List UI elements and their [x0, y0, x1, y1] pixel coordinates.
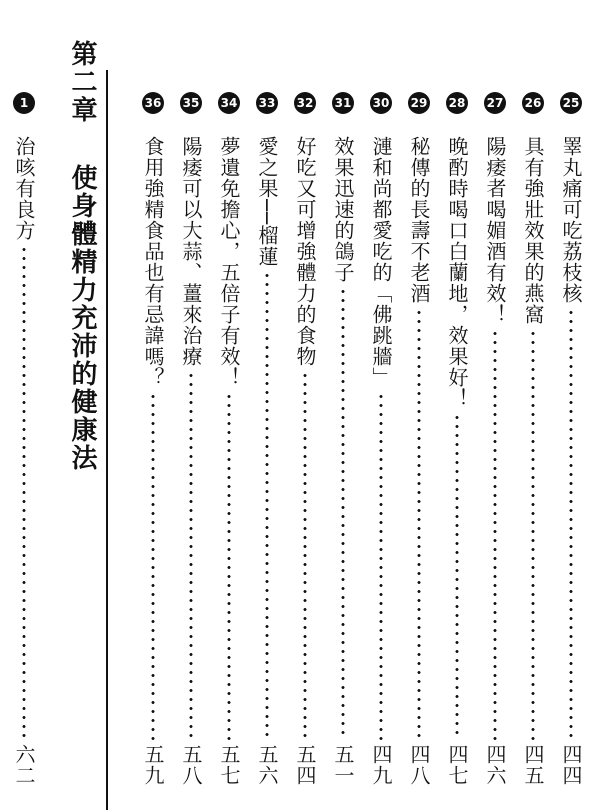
chapter-label: 第二章	[67, 40, 97, 124]
leader-dots	[379, 392, 383, 740]
toc-entry-33[interactable]	[251, 92, 283, 786]
toc-entry-29[interactable]	[403, 92, 435, 786]
entry-title: 食用強精食品也有忌諱嗎？	[141, 136, 165, 388]
entry-number-badge: 32	[294, 92, 316, 114]
leader-dots	[455, 413, 459, 740]
chapter-divider-rule	[106, 70, 108, 810]
toc-entry-1[interactable]	[8, 92, 40, 786]
entry-number-badge: 36	[142, 92, 164, 114]
toc-entry-26[interactable]	[517, 92, 549, 786]
toc-entry-30[interactable]	[365, 92, 397, 786]
entry-number-badge: 1	[13, 92, 35, 114]
entry-page-number: 六二	[12, 744, 36, 786]
toc-entry-36[interactable]	[137, 92, 169, 786]
leader-dots	[265, 271, 269, 740]
entry-page-number: 五八	[179, 744, 203, 786]
entry-page-number: 五七	[217, 744, 241, 786]
leader-dots	[151, 392, 155, 740]
entry-page-number: 五六	[255, 744, 279, 786]
entry-number-badge: 30	[370, 92, 392, 114]
leader-dots	[493, 329, 497, 740]
leader-dots	[569, 308, 573, 740]
entry-title: 治咳有良方	[12, 136, 36, 241]
entry-page-number: 四七	[445, 744, 469, 786]
toc-entry-32[interactable]	[289, 92, 321, 786]
entry-title: 效果迅速的鴿子	[331, 136, 355, 283]
entry-title: 陽痿者喝媚酒有效！	[483, 136, 507, 325]
leader-dots	[227, 392, 231, 740]
entry-number-badge: 28	[446, 92, 468, 114]
entry-title: 睪丸痛可吃荔枝核	[559, 136, 583, 304]
toc-entry-35[interactable]	[175, 92, 207, 786]
entry-title: 夢遺免擔心，五倍子有效！	[217, 136, 241, 388]
leader-dots	[417, 308, 421, 740]
entry-number-badge: 27	[484, 92, 506, 114]
entry-title: 好吃又可增強體力的食物	[293, 136, 317, 367]
entry-title: 漣和尚都愛吃的「佛跳牆」	[369, 136, 393, 388]
leader-dots	[22, 245, 26, 740]
leader-dots	[189, 371, 193, 740]
entry-number-badge: 33	[256, 92, 278, 114]
entry-page-number: 五一	[331, 744, 355, 786]
toc-entry-25[interactable]	[555, 92, 587, 786]
leader-dots	[303, 371, 307, 740]
entry-page-number: 四八	[407, 744, 431, 786]
toc-entry-34[interactable]	[213, 92, 245, 786]
entry-page-number: 五四	[293, 744, 317, 786]
entry-number-badge: 35	[180, 92, 202, 114]
entry-title: 陽痿可以大蒜、薑來治療	[179, 136, 203, 367]
entry-page-number: 四九	[369, 744, 393, 786]
toc-entry-28[interactable]	[441, 92, 473, 786]
entry-title: 晚酌時喝口白蘭地，效果好！	[445, 136, 469, 409]
entry-number-badge: 26	[522, 92, 544, 114]
entry-title: 秘傳的長壽不老酒	[407, 136, 431, 304]
entry-number-badge: 34	[218, 92, 240, 114]
entry-page-number: 四五	[521, 744, 545, 786]
entry-number-badge: 29	[408, 92, 430, 114]
entry-title: 愛之果──榴蓮	[255, 136, 279, 268]
entry-page-number: 四四	[559, 744, 583, 786]
toc-entry-31[interactable]	[327, 92, 359, 786]
entry-number-badge: 31	[332, 92, 354, 114]
leader-dots	[341, 287, 345, 740]
leader-dots	[531, 329, 535, 740]
chapter-heading	[62, 40, 102, 770]
entry-number-badge: 25	[560, 92, 582, 114]
entry-title: 具有強壯效果的燕窩	[521, 136, 545, 325]
toc-entry-27[interactable]	[479, 92, 511, 786]
entry-page-number: 四六	[483, 744, 507, 786]
entry-page-number: 五九	[141, 744, 165, 786]
chapter-title: 使身體精力充沛的健康法	[67, 164, 97, 472]
